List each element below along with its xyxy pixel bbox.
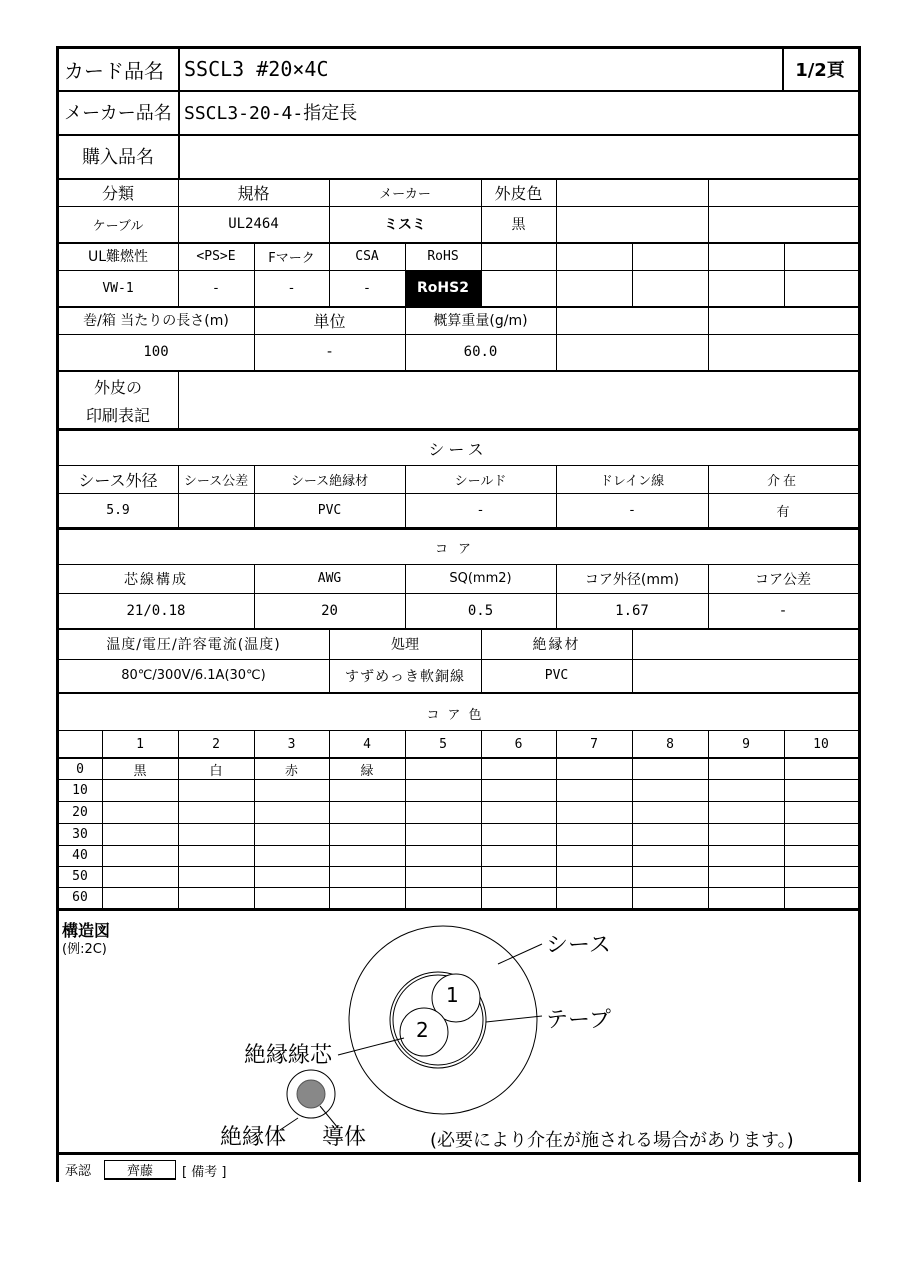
treatment-label: 処理 — [391, 637, 419, 653]
core-color-cell — [102, 845, 178, 866]
core-color-cell — [405, 887, 481, 908]
core-color-cell — [254, 823, 329, 845]
grid-line — [632, 730, 633, 908]
grid-line — [56, 866, 860, 867]
core-color-cell — [405, 823, 481, 845]
grid-line — [56, 428, 860, 431]
core-color-cell — [481, 759, 556, 779]
core-1-label: 1 — [446, 983, 459, 1007]
core-od-label: コア外径(mm) — [584, 571, 680, 588]
structure-diagram — [58, 910, 858, 1152]
purchase-value — [178, 134, 858, 178]
grid-line — [405, 465, 406, 527]
insulated-core-leader — [338, 1038, 404, 1055]
structure-example: (例:2C) — [62, 942, 107, 957]
core-colors-title: コア色 — [426, 707, 490, 723]
core-tolerance-label: コア公差 — [755, 571, 811, 588]
core-color-cell — [708, 779, 784, 801]
sheath-leader — [498, 944, 542, 964]
core-color-cell — [254, 845, 329, 866]
core-color-cell: 白 — [209, 763, 223, 779]
core-color-row-label: 50 — [72, 869, 88, 884]
core-color-cell: 赤 — [284, 763, 298, 779]
treatment-value: すずめっき軟銅線 — [345, 668, 465, 685]
grid-line — [56, 801, 860, 802]
grid-line — [56, 270, 860, 271]
core-color-cell — [556, 845, 632, 866]
core-color-cell — [405, 801, 481, 823]
core-color-cell — [556, 887, 632, 908]
page-number: 1/2頁 — [795, 60, 845, 81]
grid-line — [556, 178, 557, 242]
core-color-cell — [784, 801, 858, 823]
standard-label: 規格 — [237, 183, 270, 203]
grid-line — [556, 465, 557, 527]
unit-label: 単位 — [313, 311, 346, 331]
grid-line — [178, 46, 180, 178]
core-color-cell — [632, 866, 708, 887]
awg-value: 20 — [321, 602, 338, 619]
rating-value: 80℃/300V/6.1A(30℃) — [121, 668, 266, 683]
core-color-cell — [178, 823, 254, 845]
grid-line — [56, 593, 860, 594]
core-color-row-label: 20 — [72, 804, 88, 820]
approval-label: 承認 — [64, 1163, 91, 1179]
core-color-cell — [481, 823, 556, 845]
core-color-cell — [556, 779, 632, 801]
sheath-insulation-label: シース絶縁材 — [290, 473, 369, 489]
core-od-value: 1.67 — [615, 602, 649, 619]
core-color-cell — [405, 866, 481, 887]
grid-line — [56, 564, 860, 565]
grid-line — [56, 46, 59, 1182]
core-color-cell — [784, 887, 858, 908]
sq-value: 0.5 — [467, 602, 494, 619]
core-color-cell — [254, 779, 329, 801]
grid-line — [254, 306, 255, 370]
core-color-cell — [784, 759, 858, 779]
core-color-cell — [708, 801, 784, 823]
core-color-cell — [481, 866, 556, 887]
print-mark-label-2: 印刷表記 — [85, 405, 150, 425]
core-color-cell: 緑 — [360, 763, 374, 779]
grid-line — [708, 306, 709, 370]
core-color-column-header: 1 — [136, 736, 144, 752]
tape-leader — [486, 1016, 542, 1022]
shield-value: - — [478, 502, 483, 518]
core-color-row-label: 30 — [72, 826, 88, 842]
grid-line — [56, 692, 860, 694]
pse-value: - — [213, 280, 219, 296]
grid-line — [56, 730, 860, 731]
grid-line — [329, 730, 330, 908]
pse-label: <PS>E — [196, 248, 236, 264]
core-color-cell — [178, 845, 254, 866]
grid-line — [254, 465, 255, 527]
tape-diagram-label: テープ — [546, 1008, 611, 1033]
grid-line — [405, 730, 406, 908]
card-name-label: カード品名 — [64, 58, 164, 83]
core-color-cell — [784, 823, 858, 845]
core-color-column-header: 3 — [287, 736, 296, 752]
maker-part-value: SSCL3-20-4-指定長 — [184, 103, 358, 124]
grid-line — [632, 628, 633, 692]
grid-line — [56, 845, 860, 846]
csa-value: - — [364, 280, 370, 296]
grid-line — [102, 730, 103, 908]
core-color-cell — [784, 866, 858, 887]
grid-line — [556, 306, 557, 370]
weight-label: 概算重量(g/m) — [433, 313, 528, 329]
core-color-cell — [708, 759, 784, 779]
grid-line — [56, 370, 860, 372]
core-color-column-header: 4 — [363, 736, 371, 752]
grid-line — [56, 823, 860, 824]
grid-line — [56, 493, 860, 494]
insulator-label: 絶縁体 — [220, 1125, 287, 1150]
ul-flame-label: UL難燃性 — [87, 249, 149, 265]
sheath-title: シース — [428, 439, 488, 459]
sheath-insulation-value: PVC — [317, 502, 342, 518]
core-color-cell — [481, 887, 556, 908]
grid-line — [178, 178, 179, 242]
grid-line — [782, 46, 784, 90]
grid-line — [56, 628, 860, 630]
ul-flame-value: VW-1 — [102, 280, 134, 296]
sheath-od-value: 5.9 — [106, 502, 130, 518]
core-color-column-header: 7 — [590, 736, 598, 752]
grid-line — [405, 564, 406, 628]
grid-line — [858, 46, 861, 1182]
grid-line — [708, 730, 709, 908]
strand-value: 21/0.18 — [126, 602, 186, 619]
core-color-cell — [178, 779, 254, 801]
core-color-cell — [556, 823, 632, 845]
maker-part-label: メーカー品名 — [64, 103, 172, 124]
core-color-cell — [329, 823, 405, 845]
grid-line — [708, 178, 709, 242]
maker-label: メーカー — [379, 186, 431, 202]
core-color-cell — [178, 801, 254, 823]
grid-line — [56, 659, 860, 660]
core-color-cell — [481, 779, 556, 801]
grid-line — [405, 306, 406, 370]
core-color-cell — [481, 845, 556, 866]
core-color-cell — [102, 801, 178, 823]
core-color-cell — [632, 823, 708, 845]
grid-line — [556, 564, 557, 628]
grid-line — [178, 465, 179, 527]
core-color-cell — [102, 887, 178, 908]
grid-line — [708, 465, 709, 527]
core-color-cell — [481, 801, 556, 823]
grid-line — [481, 628, 482, 692]
grid-line — [556, 730, 557, 908]
core-color-cell — [102, 779, 178, 801]
weight-value: 60.0 — [463, 344, 498, 360]
grid-line — [254, 242, 255, 306]
sheath-color-value: 黒 — [511, 217, 526, 233]
grid-line — [329, 178, 330, 242]
core-tolerance-value: - — [780, 602, 786, 619]
core-color-row-label: 60 — [72, 890, 88, 905]
core-color-cell — [784, 845, 858, 866]
grid-line — [481, 178, 482, 242]
wire-conductor-circle — [297, 1080, 325, 1108]
sq-label: SQ(mm2) — [449, 571, 512, 586]
print-mark-label-1: 外皮の — [93, 377, 142, 397]
sheath-diagram-label: シース — [546, 933, 611, 958]
grid-line — [178, 730, 179, 908]
grid-line — [632, 242, 633, 306]
core-color-cell: 黒 — [133, 763, 147, 779]
grid-line — [784, 242, 785, 306]
core-color-cell — [329, 887, 405, 908]
grid-line — [556, 242, 557, 306]
core-color-cell — [708, 823, 784, 845]
approver-name: 齊藤 — [104, 1160, 176, 1180]
core-color-cell — [178, 866, 254, 887]
core-color-cell — [254, 887, 329, 908]
conductor-label: 導体 — [322, 1125, 367, 1150]
insulation-value: PVC — [544, 668, 569, 683]
grid-line — [56, 527, 860, 530]
print-mark-value — [178, 372, 858, 428]
core-color-cell — [556, 866, 632, 887]
core-color-cell — [632, 801, 708, 823]
class-value: ケーブル — [92, 218, 144, 234]
grid-line — [405, 242, 406, 306]
grid-line — [481, 730, 482, 908]
core-color-cell — [405, 759, 481, 779]
grid-line — [254, 730, 255, 908]
grid-line — [56, 178, 860, 180]
rohs2-badge: RoHS2 — [405, 270, 481, 306]
core-color-column-header: 8 — [666, 736, 674, 752]
core-color-cell — [102, 823, 178, 845]
core-color-cell — [632, 759, 708, 779]
class-label: 分類 — [101, 183, 134, 203]
core-color-cell — [556, 759, 632, 779]
strand-label: 芯線構成 — [124, 571, 188, 588]
core-color-cell — [329, 866, 405, 887]
sheath-tolerance-label: シース公差 — [183, 473, 249, 489]
core-color-cell — [556, 801, 632, 823]
core-color-cell — [329, 779, 405, 801]
core-color-column-header: 9 — [742, 736, 750, 752]
grid-line — [708, 242, 709, 306]
core-color-cell — [632, 779, 708, 801]
drain-wire-label: ドレイン線 — [599, 473, 665, 489]
rating-label: 温度/電圧/許容電流(温度) — [106, 637, 281, 653]
grid-line — [56, 908, 860, 911]
sheath-color-label: 外皮色 — [494, 183, 543, 203]
core-color-cell — [632, 887, 708, 908]
insulation-label: 絶縁材 — [532, 637, 581, 653]
filler-note: (必要により介在が施される場合があります。) — [430, 1130, 794, 1151]
grid-line — [178, 242, 179, 306]
grid-line — [56, 306, 860, 308]
core-color-cell — [329, 845, 405, 866]
standard-value: UL2464 — [228, 216, 279, 232]
core-title: コア — [434, 541, 481, 557]
core-color-column-header: 6 — [514, 736, 523, 752]
core-color-column-header: 10 — [813, 736, 829, 752]
grid-line — [56, 134, 860, 136]
core-color-cell — [405, 845, 481, 866]
grid-line — [56, 206, 860, 207]
core-color-cell — [708, 845, 784, 866]
purchase-label: 購入品名 — [82, 147, 154, 168]
grid-line — [178, 370, 179, 428]
grid-line — [784, 730, 785, 908]
maker-value: ミスミ — [384, 217, 426, 233]
length-value: 100 — [143, 344, 169, 360]
grid-line — [56, 887, 860, 888]
core-color-cell — [254, 866, 329, 887]
core-color-row-label: 0 — [76, 761, 84, 777]
unit-value: - — [326, 344, 333, 360]
core-color-cell — [708, 887, 784, 908]
core-2-label: 2 — [416, 1018, 429, 1042]
awg-label: AWG — [317, 571, 342, 586]
shield-label: シールド — [454, 473, 507, 489]
grid-line — [56, 46, 860, 49]
structure-title: 構造図 — [62, 921, 111, 940]
sheath-tolerance-value — [178, 493, 254, 527]
grid-line — [56, 242, 860, 244]
drain-wire-value: - — [629, 502, 635, 518]
core-color-cell — [329, 801, 405, 823]
insulated-core-label: 絶縁線芯 — [244, 1043, 333, 1068]
filler-label: 介在 — [766, 473, 799, 489]
grid-line — [56, 90, 860, 92]
core-color-cell — [178, 887, 254, 908]
core-color-cell — [254, 801, 329, 823]
remarks-label: [ 備考 ] — [182, 1164, 227, 1180]
csa-label: CSA — [355, 248, 379, 264]
core-color-column-header: 2 — [212, 736, 220, 752]
core-color-column-header: 5 — [439, 736, 447, 752]
grid-line — [708, 564, 709, 628]
grid-line — [329, 628, 330, 692]
card-name-value: SSCL3 #20×4C — [184, 57, 329, 81]
grid-line — [329, 242, 330, 306]
f-mark-label: Fマーク — [268, 250, 315, 266]
rohs-label: RoHS — [427, 248, 459, 264]
grid-line — [254, 564, 255, 628]
grid-line — [56, 779, 860, 780]
sheath-od-label: シース外径 — [78, 470, 158, 490]
grid-line — [56, 334, 860, 335]
f-mark-value: - — [289, 280, 294, 296]
core-color-row-label: 10 — [72, 782, 88, 798]
core-color-cell — [632, 845, 708, 866]
core-color-cell — [405, 779, 481, 801]
filler-value: 有 — [776, 504, 790, 520]
core-color-cell — [708, 866, 784, 887]
length-label: 巻/箱 当たりの長さ(m) — [83, 313, 229, 329]
grid-line — [56, 465, 860, 466]
core-color-row-label: 40 — [72, 848, 88, 863]
grid-line — [481, 242, 482, 306]
grid-line — [56, 757, 860, 759]
core-color-cell — [102, 866, 178, 887]
grid-line — [56, 1152, 860, 1155]
core-color-cell — [784, 779, 858, 801]
